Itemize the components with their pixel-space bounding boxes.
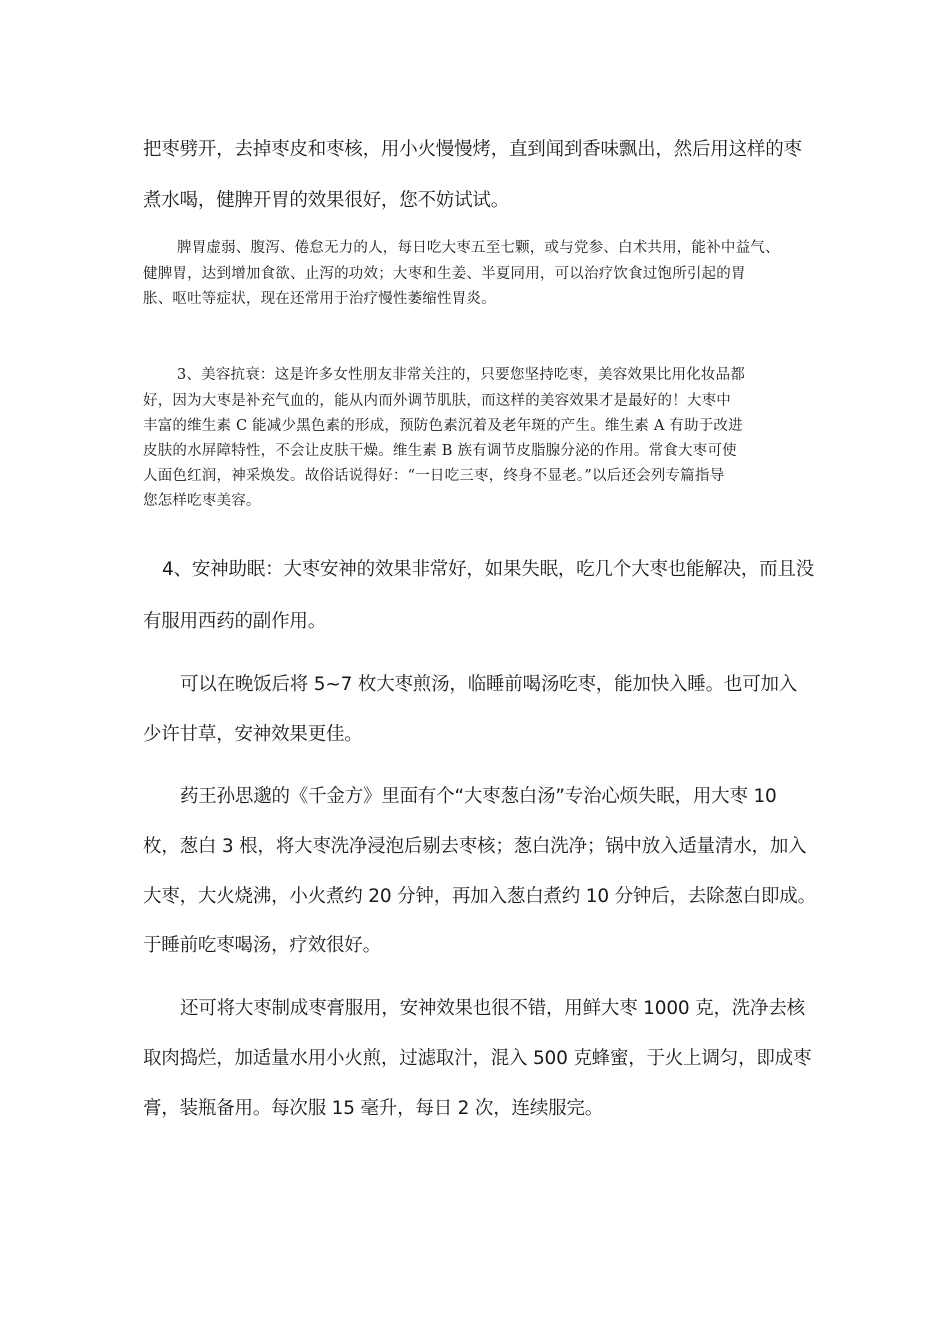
text-line: 把枣劈开，去掉枣皮和枣核，用小火慢慢烤，直到闻到香味飘出，然后用这样的枣 xyxy=(143,139,802,160)
text-line: 取肉捣烂，加适量水用小火煎，过滤取汁，混入 500 克蜂蜜，于火上调匀，即成枣 xyxy=(143,1048,812,1069)
text-line: 好，因为大枣是补充气血的，能从内而外调节肌肤，而这样的美容效果才是最好的！大枣中 xyxy=(143,393,731,409)
text-line: 煮水喝，健脾开胃的效果很好，您不妨试试。 xyxy=(143,190,510,211)
text-line: 丰富的维生素 C 能减少黑色素的形成，预防色素沉着及老年斑的产生。维生素 A 有助于改进 xyxy=(143,418,743,434)
text-line: 膏，装瓶备用。每次服 15 毫升，每日 2 次，连续服完。 xyxy=(143,1098,604,1119)
text-line: 少许甘草，安神效果更佳。 xyxy=(143,724,363,745)
text-line: 脾胃虚弱、腹泻、倦怠无力的人，每日吃大枣五至七颗，或与党参、白术共用，能补中益气、 xyxy=(177,240,780,256)
text-line: 药王孙思邈的《千金方》里面有个“大枣葱白汤”专治心烦失眠，用大枣 10 xyxy=(180,786,777,807)
text-line: 于睡前吃枣喝汤，疗效很好。 xyxy=(143,935,381,956)
text-line: 大枣，大火烧沸，小火煮约 20 分钟，再加入葱白煮约 10 分钟后，去除葱白即成。 xyxy=(143,886,816,907)
text-line: 有服用西药的副作用。 xyxy=(143,611,327,632)
section-heading-line: 4、安神助眠：大枣安神的效果非常好，如果失眠，吃几个大枣也能解决，而且没 xyxy=(162,559,815,580)
text-line: 健脾胃，达到增加食欲、止泻的功效；大枣和生姜、半夏同用，可以治疗饮食过饱所引起的胃 xyxy=(143,266,746,282)
text-line: 可以在晚饭后将 5~7 枚大枣煎汤，临睡前喝汤吃枣，能加快入睡。也可加入 xyxy=(180,674,798,695)
text-line: 皮肤的水屏障特性，不会让皮肤干燥。维生素 B 族有调节皮脂腺分泌的作用。常食大枣可使 xyxy=(143,443,737,459)
text-line: 人面色红润，神采焕发。故俗话说得好：“一日吃三枣，终身不显老。”以后还会列专篇指导 xyxy=(143,468,725,484)
text-line: 还可将大枣制成枣膏服用，安神效果也很不错，用鲜大枣 1000 克，洗净去核 xyxy=(180,998,805,1019)
text-line: 枚，葱白 3 根，将大枣洗净浸泡后剔去枣核；葱白洗净；锅中放入适量清水，加入 xyxy=(143,836,807,857)
text-line: 您怎样吃枣美容。 xyxy=(143,493,261,509)
text-line: 胀、呕吐等症状，现在还常用于治疗慢性萎缩性胃炎。 xyxy=(143,291,496,307)
section-heading-line: 3、美容抗衰：这是许多女性朋友非常关注的，只要您坚持吃枣，美容效果比用化妆品都 xyxy=(177,367,746,383)
